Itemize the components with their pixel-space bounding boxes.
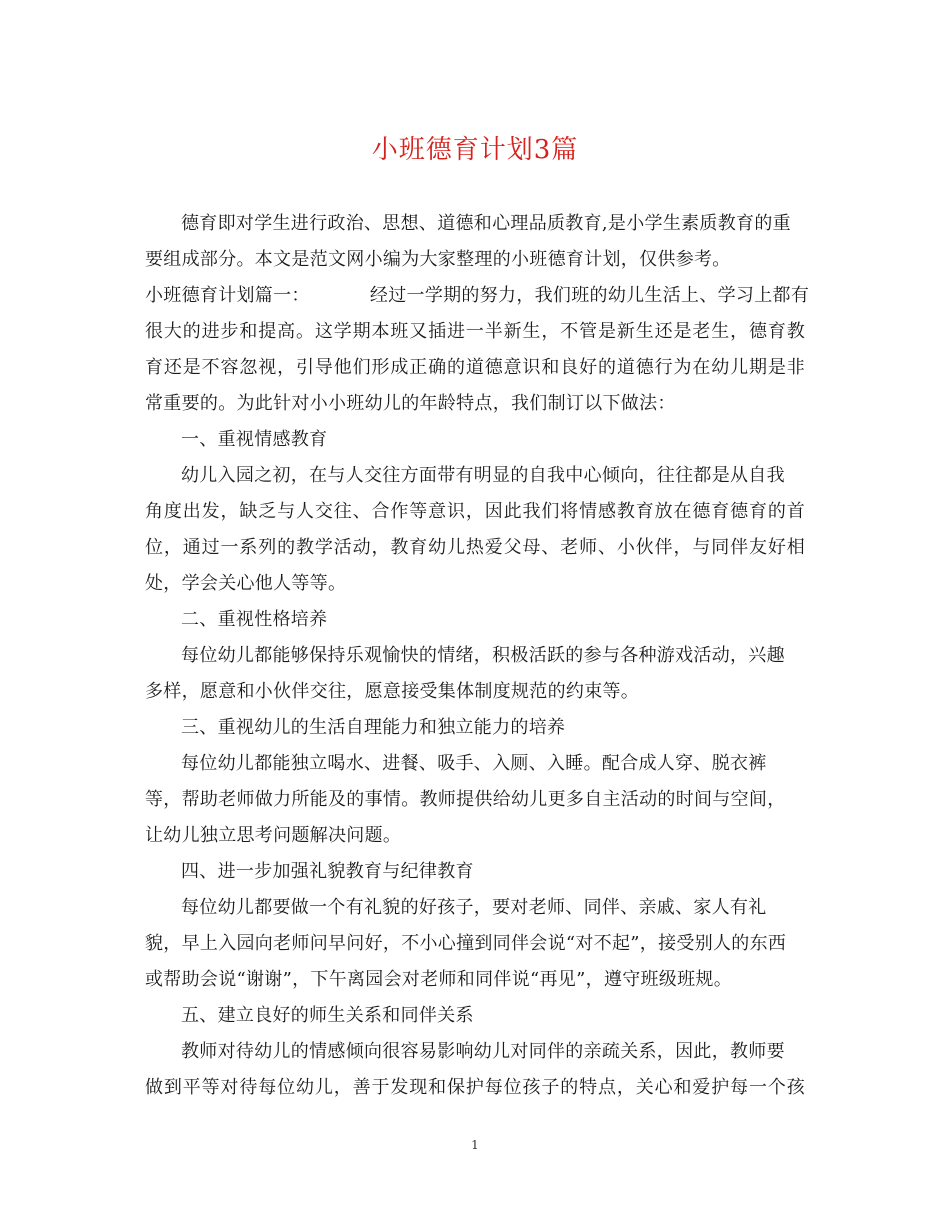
paragraph-line: 或帮助会说“谢谢”，下午离园会对老师和同伴说“再见”，遵守班级班规。 — [145, 969, 733, 990]
paragraph-line: 角度出发，缺乏与人交往、合作等意识，因此我们将情感教育放在德育德育的首 — [145, 501, 805, 522]
paragraph-line: 幼儿入园之初，在与人交往方面带有明显的自我中心倾向，往往都是从自我 — [181, 465, 785, 486]
paragraph-line: 每位幼儿都能独立喝水、进餐、吸手、入厕、入睡。配合成人穿、脱衣裤 — [181, 753, 767, 774]
paragraph-line: 每位幼儿都能够保持乐观愉快的情绪，积极活跃的参与各种游戏活动，兴趣 — [181, 645, 785, 666]
document-title: 小班德育计划3篇 — [371, 135, 579, 165]
section-heading: 二、重视性格培养 — [181, 609, 328, 630]
document-body — [145, 206, 810, 1106]
paragraph-line: 教师对待幼儿的情感倾向很容易影响幼儿对同伴的亲疏关系，因此，教师要 — [181, 1041, 785, 1062]
page-number: 1 — [471, 1138, 479, 1152]
paragraph-line: 育还是不容忽视，引导他们形成正确的道德意识和良好的道德行为在幼儿期是非 — [145, 357, 805, 378]
section-heading: 一、重视情感教育 — [181, 429, 328, 450]
paragraph-line: 做到平等对待每位幼儿，善于发现和保护每位孩子的特点，关心和爱护每一个孩 — [145, 1077, 805, 1098]
paragraph-line: 位，通过一系列的教学活动，教育幼儿热爱父母、老师、小伙伴，与同伴友好相 — [145, 537, 805, 558]
paragraph-line: 小班德育计划篇一： 经过一学期的努力，我们班的幼儿生活上、学习上都有 — [145, 285, 810, 306]
section-heading: 三、重视幼儿的生活自理能力和独立能力的培养 — [181, 717, 566, 738]
paragraph-line: 貌，早上入园向老师问早问好，不小心撞到同伴会说“对不起”，接受别人的东西 — [145, 933, 787, 954]
paragraph-line: 等，帮助老师做力所能及的事情。教师提供给幼儿更多自主活动的时间与空间， — [145, 789, 786, 810]
paragraph-line: 让幼儿独立思考问题解决问题。 — [145, 825, 402, 846]
paragraph-line: 很大的进步和提高。这学期本班又插进一半新生，不管是新生还是老生，德育教 — [145, 321, 805, 342]
paragraph-line: 每位幼儿都要做一个有礼貌的好孩子，要对老师、同伴、亲戚、家人有礼 — [181, 897, 767, 918]
section-heading: 四、进一步加强礼貌教育与纪律教育 — [181, 861, 474, 882]
paragraph-line: 要组成部分。本文是范文网小编为大家整理的小班德育计划，仅供参考。 — [145, 249, 731, 270]
paragraph-line: 德育即对学生进行政治、思想、道德和心理品质教育,是小学生素质教育的重 — [181, 213, 791, 234]
paragraph-line: 多样，愿意和小伙伴交往，愿意接受集体制度规范的约束等。 — [145, 681, 640, 702]
paragraph-line: 处，学会关心他人等等。 — [145, 573, 347, 594]
paragraph-line: 常重要的。为此针对小小班幼儿的年龄特点，我们制订以下做法： — [145, 393, 676, 414]
section-heading: 五、建立良好的师生关系和同伴关系 — [181, 1005, 474, 1026]
